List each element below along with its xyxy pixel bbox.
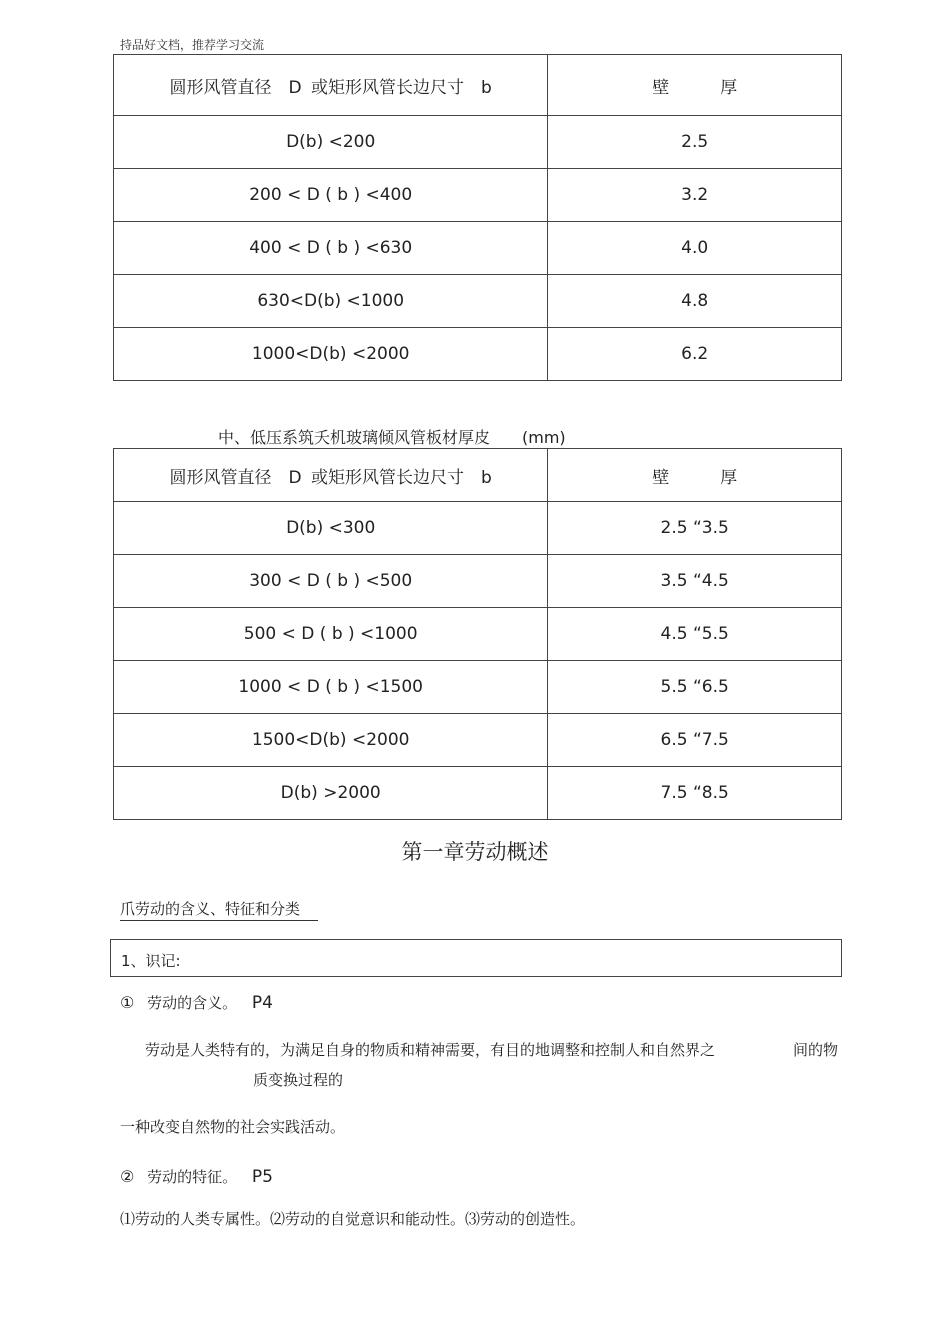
table-cell: 5.5 “6.5 bbox=[548, 661, 842, 714]
table-row bbox=[114, 608, 842, 661]
item-labor-features bbox=[120, 1166, 273, 1187]
table-row bbox=[114, 275, 842, 328]
paragraph-line: 质变换过程的 bbox=[253, 1071, 344, 1089]
table-cell: D(b) <200 bbox=[114, 116, 548, 169]
table-row bbox=[114, 222, 842, 275]
table-row bbox=[114, 555, 842, 608]
table-row bbox=[114, 328, 842, 381]
item-labor-meaning bbox=[120, 992, 273, 1013]
table-cell: 3.5 “4.5 bbox=[548, 555, 842, 608]
table-2-caption: 中、低压系筑夭机玻璃倾风管板材厚皮 (mm) bbox=[218, 428, 566, 447]
table-cell: 2.5 “3.5 bbox=[548, 502, 842, 555]
table-cell: 200 < D ( b ) <400 bbox=[114, 169, 548, 222]
thickness-table-1 bbox=[113, 54, 842, 381]
paragraph-line: 劳动是人类特有的，为满足自身的物质和精神需要，有目的地调整和控制人和自然界之 bbox=[145, 1041, 716, 1059]
table-cell: 3.2 bbox=[548, 169, 842, 222]
table-cell: 1000<D(b) <2000 bbox=[114, 328, 548, 381]
page-reference: P5 bbox=[251, 1167, 273, 1187]
table-header-cell: 壁 厚 bbox=[548, 55, 842, 116]
table-row bbox=[114, 502, 842, 555]
table-cell: 300 < D ( b ) <500 bbox=[114, 555, 548, 608]
item-text: 劳动的特征。 bbox=[147, 1168, 238, 1186]
item-number: ② bbox=[120, 1167, 135, 1186]
chapter-title: 第一章劳动概述 bbox=[401, 840, 549, 864]
table-cell: D(b) <300 bbox=[114, 502, 548, 555]
table-header-cell: 壁 厚 bbox=[548, 449, 842, 502]
table-row bbox=[114, 767, 842, 820]
table-cell: 7.5 “8.5 bbox=[548, 767, 842, 820]
table-cell: D(b) >2000 bbox=[114, 767, 548, 820]
paragraph-line: ⑴劳动的人类专属性。⑵劳动的自觉意识和能动性。⑶劳动的创造性。 bbox=[120, 1210, 586, 1228]
table-cell: 400 < D ( b ) <630 bbox=[114, 222, 548, 275]
section-title: 爪劳动的含义、特征和分类 bbox=[120, 898, 318, 921]
table-cell: 6.2 bbox=[548, 328, 842, 381]
recall-box-label: 1、识记: bbox=[121, 952, 181, 970]
table-row bbox=[114, 116, 842, 169]
table-cell: 6.5 “7.5 bbox=[548, 714, 842, 767]
table-header-row bbox=[114, 449, 842, 502]
table-row bbox=[114, 169, 842, 222]
table-cell: 1000 < D ( b ) <1500 bbox=[114, 661, 548, 714]
table-cell: 2.5 bbox=[548, 116, 842, 169]
table-cell: 1500<D(b) <2000 bbox=[114, 714, 548, 767]
table-cell: 500 < D ( b ) <1000 bbox=[114, 608, 548, 661]
table-header-cell: 圆形风管直径 D 或矩形风管长边尺寸 b bbox=[114, 449, 548, 502]
recall-box bbox=[110, 939, 842, 977]
table-cell: 4.0 bbox=[548, 222, 842, 275]
table-row bbox=[114, 714, 842, 767]
header-note: 持品好文档，推荐学习交流 bbox=[120, 38, 265, 52]
paragraph-line: 间的物 bbox=[793, 1041, 839, 1059]
paragraph-line: 一种改变自然物的社会实践活动。 bbox=[120, 1118, 346, 1136]
item-text: 劳动的含义。 bbox=[147, 994, 238, 1012]
page-reference: P4 bbox=[251, 993, 273, 1013]
item-number: ① bbox=[120, 993, 135, 1012]
table-header-row bbox=[114, 55, 842, 116]
table-cell: 4.8 bbox=[548, 275, 842, 328]
table-header-cell: 圆形风管直径 D 或矩形风管长边尺寸 b bbox=[114, 55, 548, 116]
table-row bbox=[114, 661, 842, 714]
table-cell: 630<D(b) <1000 bbox=[114, 275, 548, 328]
table-cell: 4.5 “5.5 bbox=[548, 608, 842, 661]
thickness-table-2 bbox=[113, 448, 842, 820]
